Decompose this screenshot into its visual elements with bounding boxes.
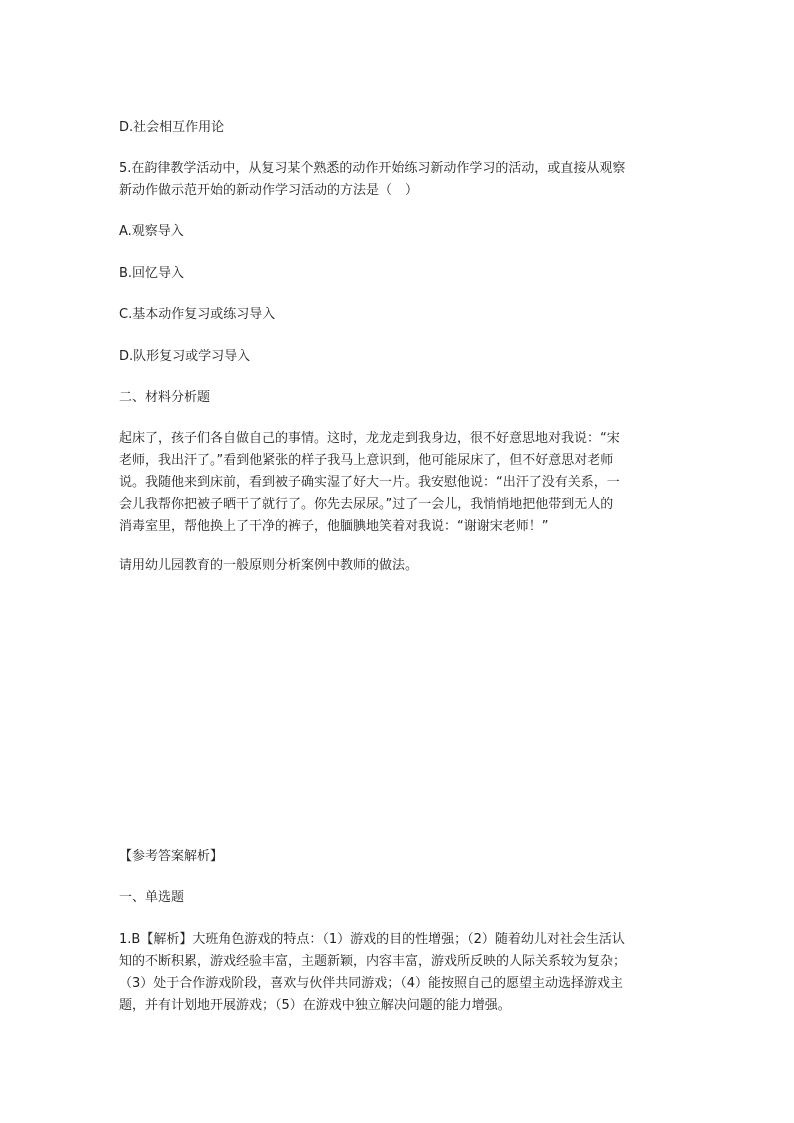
q5-stem-line: 5.在韵律教学活动中，从复习某个熟悉的动作开始练习新动作学习的活动，或直接从观察 xyxy=(119,161,626,176)
material-paragraph xyxy=(119,428,679,538)
q4-option-d: D.社会相互作用论 xyxy=(119,120,225,135)
answer1-paragraph xyxy=(119,929,679,1017)
answer1-line: （3）处于合作游戏阶段，喜欢与伙伴共同游戏；（4）能按照自己的愿望主动选择游戏主 xyxy=(119,976,624,991)
answer1-line: 1.B【解析】大班角色游戏的特点：（1）游戏的目的性增强；（2）随着幼儿对社会生活认 xyxy=(119,932,625,947)
q5-stem-line: 新动作做示范开始的新动作学习活动的方法是（ ） xyxy=(119,183,419,198)
section2-title: 二、材料分析题 xyxy=(119,390,211,405)
material-line: 消毒室里，帮他换上了干净的裤子，他腼腆地笑着对我说：“谢谢宋老师！” xyxy=(119,519,549,534)
material-line: 老师，我出汗了。”看到他紧张的样子我马上意识到，他可能尿床了，但不好意思对老师 xyxy=(119,453,614,468)
material-line: 说。我随他来到床前，看到被子确实湿了好大一片。我安慰他说：“出汗了没有关系，一 xyxy=(119,475,620,490)
q5-option-d: D.队形复习或学习导入 xyxy=(119,349,251,364)
material-question: 请用幼儿园教育的一般原则分析案例中教师的做法。 xyxy=(119,558,419,573)
answer1-line: 题，并有计划地开展游戏；（5）在游戏中独立解决问题的能力增强。 xyxy=(119,998,511,1013)
answer1-line: 知的不断积累，游戏经验丰富，主题新颖，内容丰富，游戏所反映的人际关系较为复杂； xyxy=(119,954,627,969)
answer-section1-title: 一、单选题 xyxy=(119,890,185,905)
material-line: 起床了，孩子们各自做自己的事情。这时，龙龙走到我身边，很不好意思地对我说：“宋 xyxy=(119,431,620,446)
q5-option-b: B.回忆导入 xyxy=(119,266,185,281)
q5-stem xyxy=(119,158,679,202)
q5-option-c: C.基本动作复习或练习导入 xyxy=(119,307,276,322)
answer-heading: 【参考答案解析】 xyxy=(119,849,224,864)
q5-option-a: A.观察导入 xyxy=(119,224,184,239)
material-line: 会儿我帮你把被子晒干了就行了。你先去尿尿。”过了一会儿，我悄悄地把他带到无人的 xyxy=(119,497,614,512)
